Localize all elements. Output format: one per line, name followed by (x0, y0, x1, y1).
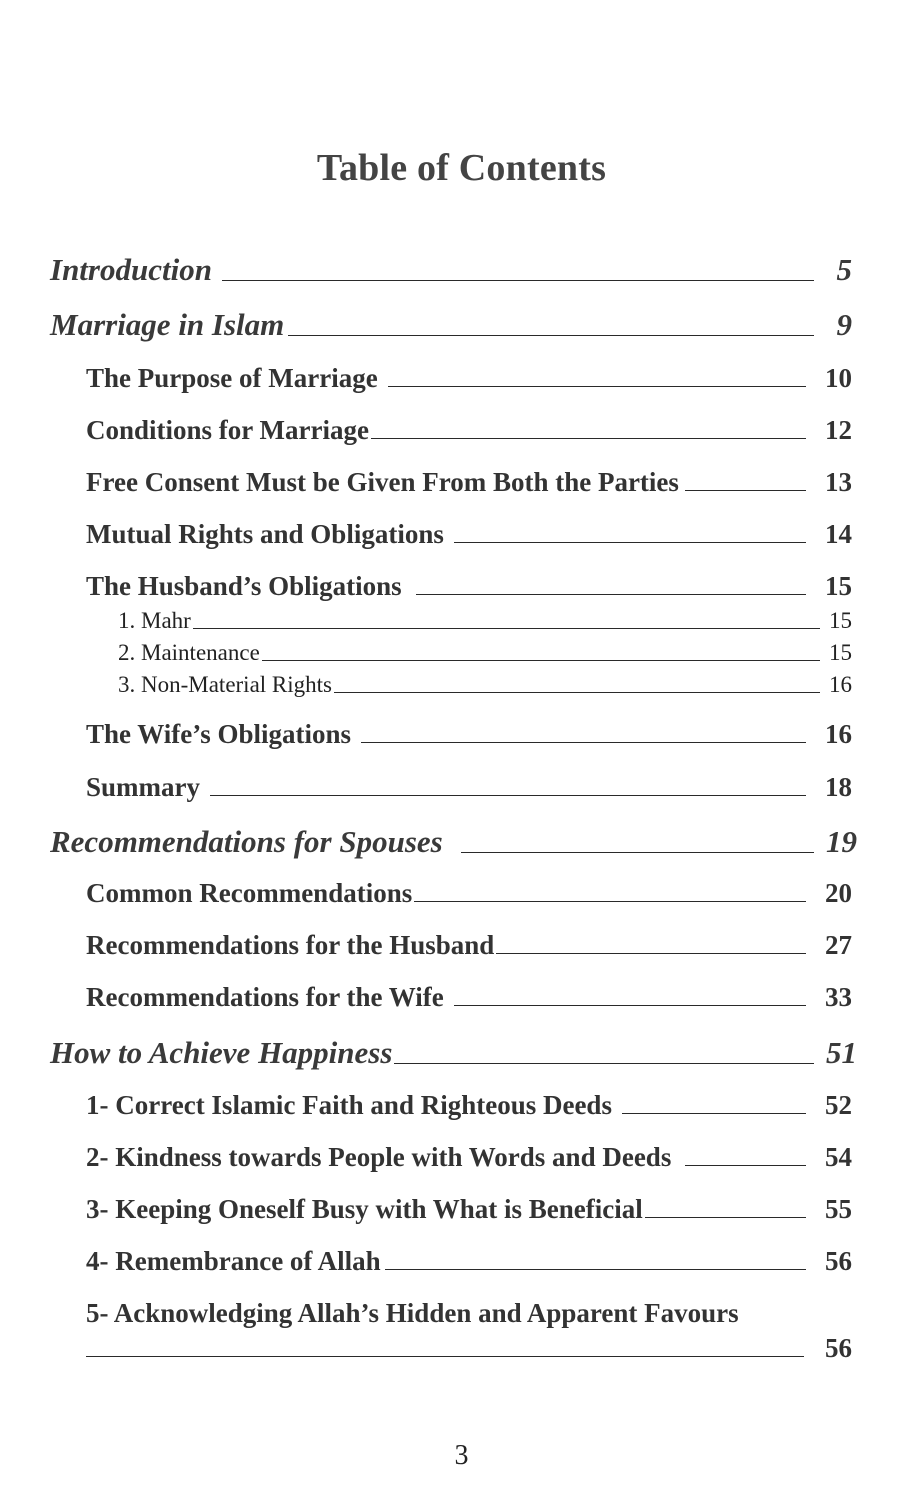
toc-entry-label: The Purpose of Marriage (86, 363, 378, 393)
toc-entry-page: 15 (829, 608, 852, 633)
toc-entry-page: 19 (826, 824, 857, 859)
page-number: 3 (454, 1440, 469, 1471)
toc-entry-label: Mutual Rights and Obligations (86, 519, 444, 549)
toc-entry-page: 12 (825, 415, 852, 445)
toc-entry-label: Recommendations for the Husband (86, 930, 495, 960)
toc-entry-recommendations-for-spouses[interactable] (50, 824, 857, 860)
toc-entry-page: 16 (829, 672, 852, 697)
toc-entry-label: 2- Kindness towards People with Words and Deeds (86, 1142, 672, 1172)
toc-entry-page: 5 (836, 252, 852, 287)
dot-leader (454, 542, 806, 543)
toc-entry-label: 3. Non-Material Rights (118, 672, 332, 697)
toc-entry-page: 52 (825, 1090, 852, 1120)
toc-entry-page: 27 (825, 930, 852, 960)
toc-entry-page: 14 (825, 519, 852, 549)
toc-entry-label: 1. Mahr (118, 608, 191, 633)
dot-leader (394, 1063, 814, 1064)
toc-entry-wifes-obligations[interactable] (86, 719, 852, 750)
toc-entry-page: 9 (836, 307, 852, 342)
dot-leader (685, 490, 806, 491)
toc-entry-page: 15 (829, 640, 852, 665)
toc-entry-page: 18 (825, 772, 852, 802)
toc-entry-label: Conditions for Marriage (86, 415, 369, 445)
toc-entry-page: 55 (825, 1194, 852, 1224)
toc-entry-label: Recommendations for the Wife (86, 982, 444, 1012)
dot-leader (645, 1217, 806, 1218)
dot-leader (371, 438, 806, 439)
toc-entry-page: 56 (825, 1246, 852, 1276)
toc-entry-page: 13 (825, 467, 852, 497)
toc-entry-label: 5- Acknowledging Allah’s Hidden and Apparent Favours (86, 1298, 739, 1328)
dot-leader (334, 692, 820, 693)
toc-entry-non-material-rights[interactable] (118, 672, 852, 698)
toc-entry-how-to-achieve-happiness[interactable] (50, 1035, 857, 1071)
toc-entry-label: 1- Correct Islamic Faith and Righteous Deeds (86, 1090, 612, 1120)
dot-leader (622, 1113, 806, 1114)
toc-entry-purpose-of-marriage[interactable] (86, 363, 852, 394)
toc-entry-maintenance[interactable] (118, 640, 852, 666)
toc-entry-common-recommendations[interactable] (86, 878, 852, 909)
dot-leader (222, 280, 814, 281)
toc-entry-label: 3- Keeping Oneself Busy with What is Beneficial (86, 1194, 643, 1224)
toc-entry-recommendations-wife[interactable] (86, 982, 852, 1013)
toc-entry-kindness[interactable] (86, 1142, 852, 1173)
toc-entry-page: 16 (825, 719, 852, 749)
toc-entry-free-consent[interactable] (86, 467, 852, 498)
toc-entry-page: 51 (826, 1035, 857, 1070)
toc-entry-page: 56 (825, 1333, 852, 1363)
toc-entry-mutual-rights[interactable] (86, 519, 852, 550)
toc-entry-recommendations-husband[interactable] (86, 930, 852, 961)
toc-entry-label: The Husband’s Obligations (86, 571, 402, 601)
toc-entry-introduction[interactable] (50, 252, 852, 288)
toc-entry-label: Free Consent Must be Given From Both the Parties (86, 467, 679, 497)
toc-entry-conditions-for-marriage[interactable] (86, 415, 852, 446)
toc-entry-label: The Wife’s Obligations (86, 719, 352, 749)
toc-entry-label: Marriage in Islam (50, 307, 285, 342)
toc-entry-label: How to Achieve Happiness (50, 1035, 393, 1070)
toc-entry-correct-islamic-faith[interactable] (86, 1090, 852, 1121)
toc-entry-summary[interactable] (86, 772, 852, 803)
toc-entry-label: Summary (86, 772, 200, 802)
toc-entry-label: Recommendations for Spouses (50, 824, 443, 859)
toc-entry-mahr[interactable] (118, 608, 852, 634)
dot-leader (86, 1356, 804, 1357)
dot-leader (385, 1269, 806, 1270)
toc-entry-label: Introduction (50, 252, 212, 287)
toc-entry-marriage-in-islam[interactable] (50, 307, 852, 343)
toc-entry-page: 33 (825, 982, 852, 1012)
dot-leader (288, 335, 814, 336)
toc-entry-label: Common Recommendations (86, 878, 413, 908)
toc-entry-page: 15 (825, 571, 852, 601)
toc-entry-remembrance-of-allah[interactable] (86, 1246, 852, 1277)
dot-leader (414, 901, 806, 902)
page-title: Table of Contents (316, 147, 607, 189)
toc-entry-continuation (86, 1333, 852, 1364)
dot-leader (685, 1165, 806, 1166)
dot-leader (416, 594, 806, 595)
dot-leader (496, 953, 806, 954)
dot-leader (210, 795, 806, 796)
toc-entry-keeping-busy[interactable] (86, 1194, 852, 1225)
dot-leader (461, 852, 814, 853)
dot-leader (361, 742, 806, 743)
toc-entry-page: 54 (825, 1142, 852, 1172)
toc-entry-husbands-obligations[interactable] (86, 571, 852, 602)
toc-entry-label: 4- Remembrance of Allah (86, 1246, 381, 1276)
dot-leader (193, 628, 820, 629)
dot-leader (388, 386, 806, 387)
toc-entry-label: 2. Maintenance (118, 640, 260, 665)
dot-leader (454, 1005, 806, 1006)
toc-entry-page: 10 (825, 363, 852, 393)
dot-leader (262, 660, 820, 661)
toc-entry-page: 20 (825, 878, 852, 908)
